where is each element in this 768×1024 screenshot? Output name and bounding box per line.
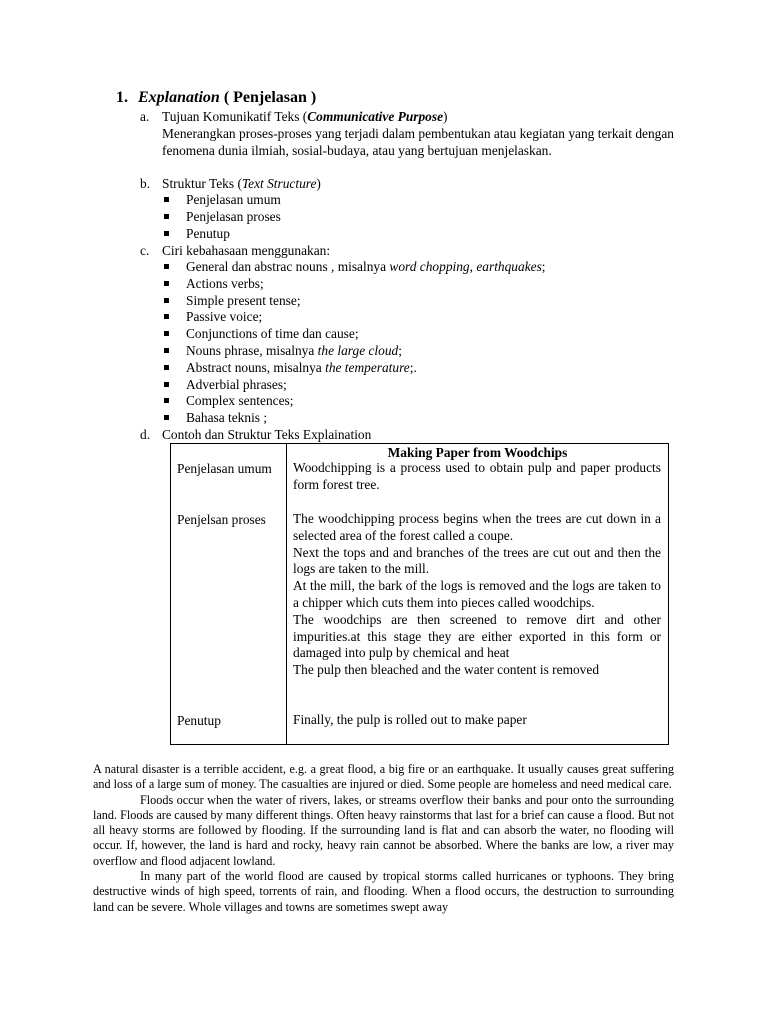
- table-row-content: Woodchipping is a process used to obtain pulp and paper products form forest tree.: [293, 460, 661, 492]
- item-d-letter: d.: [140, 427, 151, 442]
- list-item: Penutup: [162, 226, 281, 243]
- section-heading: [116, 88, 316, 108]
- list-item: Adverbial phrases;: [162, 377, 546, 394]
- list-item: Actions verbs;: [162, 276, 546, 293]
- item-b-label-emphasis: Text Structure: [241, 176, 317, 191]
- table-row-label: Penutup: [177, 713, 221, 728]
- table-row-content: Finally, the pulp is rolled out to make paper: [293, 712, 527, 727]
- bullet-icon: [164, 231, 169, 236]
- body-text: [93, 762, 674, 915]
- table-row-label: Penjelsan proses: [177, 512, 266, 527]
- section-title-rest: ( Penjelasan ): [219, 89, 317, 106]
- section-number: 1.: [116, 89, 128, 106]
- language-features-list: [162, 259, 546, 427]
- item-a-description: Menerangkan proses-proses yang terjadi dalam pembentukan atau kegiatan yang terkait dengan fenomena dunia ilmiah, sosial-budaya, atau yang bertujuan menjelaskan.: [162, 126, 674, 158]
- list-item: General dan abstrac nouns , misalnya word chopping, earthquakes;: [162, 259, 546, 276]
- section-title-italic: Explanation: [138, 89, 220, 106]
- item-a-letter: a.: [140, 109, 150, 124]
- bullet-icon: [164, 348, 169, 353]
- example-table: [170, 443, 669, 745]
- list-item: Simple present tense;: [162, 293, 546, 310]
- item-a-label: Tujuan Komunikatif Teks (Communicative Purpose): [162, 109, 448, 124]
- item-c-letter: c.: [140, 243, 150, 258]
- bullet-icon: [164, 382, 169, 387]
- table-divider: [286, 444, 287, 744]
- list-item: Complex sentences;: [162, 393, 546, 410]
- bullet-icon: [164, 197, 169, 202]
- list-item: Abstract nouns, misalnya the temperature;.: [162, 360, 546, 377]
- list-item: Nouns phrase, misalnya the large cloud;: [162, 343, 546, 360]
- item-a-label-emphasis: Communicative Purpose: [307, 109, 444, 124]
- list-item: Bahasa teknis ;: [162, 410, 546, 427]
- item-c-label: Ciri kebahasaan menggunakan:: [162, 243, 331, 258]
- bullet-icon: [164, 264, 169, 269]
- bullet-icon: [164, 298, 169, 303]
- bullet-icon: [164, 365, 169, 370]
- list-item: Penjelasan umum: [162, 192, 281, 209]
- list-item: Conjunctions of time dan cause;: [162, 326, 546, 343]
- item-b-letter: b.: [140, 176, 151, 191]
- item-b-label: Struktur Teks (Text Structure): [162, 176, 321, 191]
- body-paragraph: A natural disaster is a terrible accident, e.g. a great flood, a big fire or an earthquake. It usually causes great suffering and loss of a large sum of money. The casualties are injured or died. Some people are homeless and need medical care.: [93, 762, 674, 792]
- list-item: Passive voice;: [162, 309, 546, 326]
- body-paragraph: In many part of the world flood are caused by tropical storms called hurricanes or typhoons. They bring destructive winds of high speed, torrents of rain, and flooding. When a flood occurs, the destruction to surrounding land can be severe. Whole villages and towns are sometimes swept away: [93, 869, 674, 914]
- item-d-label: Contoh dan Struktur Teks Explaination: [162, 427, 372, 442]
- table-row-content: The woodchipping process begins when the trees are cut down in a selected area of the forest called a coupe. Next the tops and and branches of the trees are cut out and then the logs are taken to the mill. At the mill, the bark of the logs is removed and the logs are taken to a chipper which cuts them into pieces called woodchips. The woodchips are then screened to remove dirt and other impurities.at this stage they are either exported in this form or damaged into pulp by chemical and heat The pulp then bleached and the water content is removed: [293, 511, 661, 678]
- structure-bullet-list: [162, 192, 281, 242]
- bullet-icon: [164, 415, 169, 420]
- bullet-icon: [164, 398, 169, 403]
- bullet-icon: [164, 314, 169, 319]
- list-item: Penjelasan proses: [162, 209, 281, 226]
- bullet-icon: [164, 331, 169, 336]
- bullet-icon: [164, 281, 169, 286]
- table-title: Making Paper from Woodchips: [387, 445, 568, 460]
- table-row-label: Penjelasan umum: [177, 461, 272, 476]
- body-paragraph: Floods occur when the water of rivers, lakes, or streams overflow their banks and pour onto the surrounding land. Floods are caused by many different things. Often heavy rainstorms that last for a brief can cause a flood. But not all heavy storms are followed by flooding. If the surrounding land is flat and can absorb the water, no flooding will occur. If, however, the land is hard and rocky, heavy rain cannot be absorbed. Where the banks are low, a river may overflow and flood adjacent lowland.: [93, 792, 674, 868]
- bullet-icon: [164, 214, 169, 219]
